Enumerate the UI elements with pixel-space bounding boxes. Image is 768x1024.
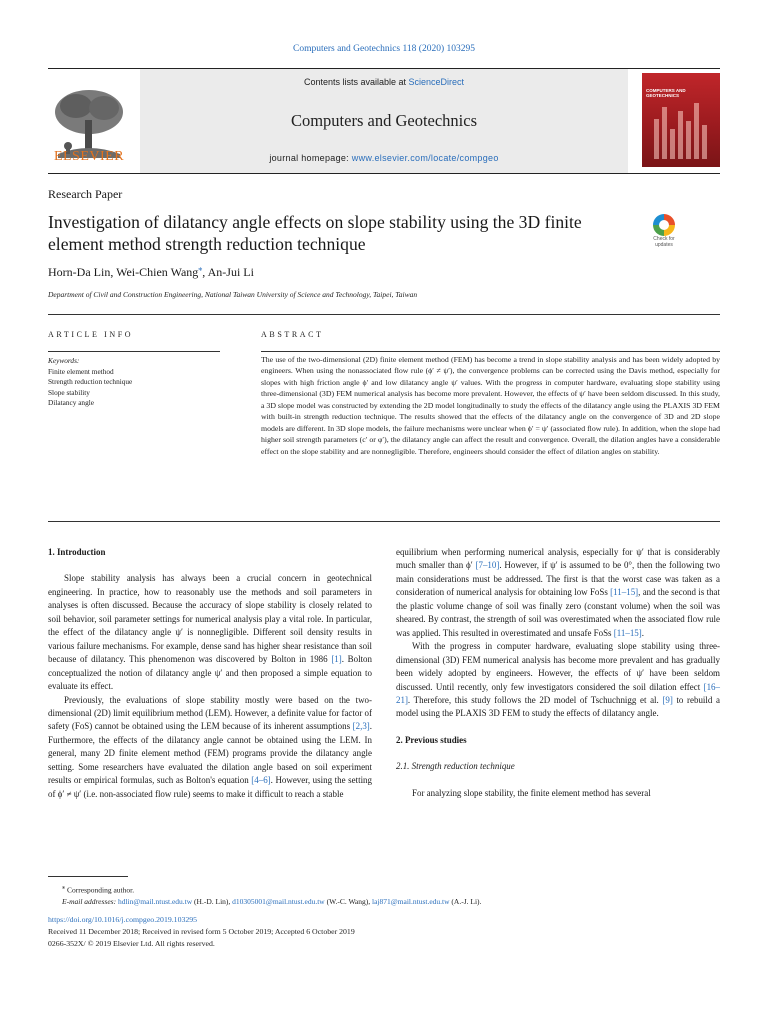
- paragraph: Previously, the evaluations of slope stability mostly were based on the two-dimensional (2D) limit equilibrium method (LEM). However, a definite value for factor of safety (FoS) cannot be obtained using the LEM because of its inherent assumptions [2,3]. Furthermore, the effects of the dilatancy angle cannot be obtained using the LEM. In general, many 2D finite element method (FEM) programs provide the dilatancy angle setting. Some researchers have evaluated the dilation angle based on soil experiment results or empirical formulas, such as Bolton's equation [4–6]. However, using the setting of ϕ′ ≠ ψ′ (i.e. non-associated flow rule) seems to make it difficult to reach a stable: [48, 694, 372, 799]
- homepage-link[interactable]: www.elsevier.com/locate/compgeo: [351, 153, 499, 163]
- paragraph: Slope stability analysis has always been a crucial concern in geotechnical engineering. In practice, how to reasonably use the methods and soil parameters in analyses is often discussed. Because the accuracy of slope stability is closely related to soil behavior, soil parameter settings for numerical analysis play a vital role. In particular, the effect of the dilatancy angle ψ′ is nonnegligible. Different soil density results in various failure mechanisms. For example, dense sand has higher shear resistance than soil because of dilatancy. This phenomenon was discovered by Bolton in 1986 [1]. Bolton conceptualized the notion of dilatancy angle ψ′ and then proposed a simple equation to evaluate its effect.: [48, 573, 372, 692]
- keyword: Slope stability: [48, 387, 90, 397]
- email-link[interactable]: d10305001@mail.ntust.edu.tw: [232, 897, 325, 906]
- abstract-heading: ABSTRACT: [261, 330, 324, 339]
- keyword: Finite element method: [48, 366, 114, 376]
- citation-link[interactable]: [16–21]: [396, 681, 720, 705]
- citation-link[interactable]: [2,3]: [352, 721, 370, 732]
- masthead: [48, 68, 720, 174]
- author-2[interactable]: Wei-Chien Wang: [116, 265, 199, 279]
- email-link[interactable]: hdlin@mail.ntust.edu.tw: [117, 897, 193, 906]
- journal-reference-link[interactable]: Computers and Geotechnics 118 (2020) 103295: [293, 44, 475, 54]
- section-heading-previous-studies: 2. Previous studies: [396, 734, 467, 745]
- journal-cover-image[interactable]: [642, 73, 720, 167]
- affiliation: Department of Civil and Construction Engineering, National Taiwan University of Science and Technology, Taipei, Taiwan: [48, 290, 418, 299]
- paragraph: With the progress in computer hardware, evaluating slope stability using three-dimensional (3D) FEM numerical analysis has become more prevalent and has gradually been widely adopted by engineers. However, the effects of ψ′ have been seldom discussed. Until recently, only few investigators considered the soil dilation effect [16–21]. Therefore, this study follows the 2D model of Tschuchnigg et al. [9] to rebuild a model using the PLAXIS 3D FEM to study the effects of dilatancy angle.: [396, 641, 720, 719]
- received-dates: Received 11 December 2018; Received in revised form 5 October 2019; Accepted 6 October 2019: [48, 927, 355, 936]
- email-link[interactable]: laj871@mail.ntust.edu.tw: [372, 897, 450, 906]
- copyright: 0266-352X/ © 2019 Elsevier Ltd. All rights reserved.: [48, 939, 215, 948]
- citation-link[interactable]: [9]: [662, 694, 673, 705]
- citation-link[interactable]: [11–15]: [610, 587, 639, 598]
- citation-link[interactable]: [11–15]: [613, 627, 642, 638]
- body-column-left: [48, 546, 372, 801]
- section-heading-introduction: 1. Introduction: [48, 547, 106, 557]
- article-info-heading: ARTICLE INFO: [48, 330, 134, 339]
- keyword: Dilatancy angle: [48, 398, 94, 408]
- article-title: Investigation of dilatancy angle effects on slope stability using the 3D finite element method strength reduction technique: [48, 212, 582, 254]
- author-1[interactable]: Horn-Da Lin,: [48, 265, 117, 279]
- author-3[interactable]: , An-Jui Li: [202, 265, 254, 279]
- keywords-label: Keywords:: [48, 356, 80, 365]
- paragraph: equilibrium when performing numerical analysis, especially for ψ′ that is considerably much smaller than ϕ′ [7–10]. However, if ψ′ is assumed to be 0°, then the following two main considerations must be addressed. The first is that the worst case was taken as a consideration of numerical analysis for obtaining low FoSs [11–15], and the second is that the plastic volume change of soil was finally zero (constant volume) when the soil was sheared. By contrast, the strength of soil was overestimated when the associated flow rule was applied. This resulted in overestimated and unsafe FoSs [11–15].: [396, 547, 720, 638]
- publisher-name: ELSEVIER: [53, 149, 125, 164]
- corresponding-author-mark[interactable]: ⁎: [198, 264, 203, 273]
- crossmark-button[interactable]: [648, 214, 680, 258]
- author-list: [48, 264, 254, 280]
- contents-line: Contents lists available at ScienceDirect: [303, 77, 465, 87]
- abstract-text: The use of the two-dimensional (2D) finite element method (FEM) has become a trend in slope stability analysis and has been widely adopted by engineers. When using the nonassociated flow rule (ϕ′ ≠ ψ′), the convergence problems can be corrected using the Davis method, especially for slopes with high friction angle ϕ′ and low dilatancy angle ψ′ values. With the progress in computer hardware, evaluating slope stability using three-dimensional (3D) FEM numerical analysis has become more prevalent. However, the effects of ψ′ have been seldom discussed. In this study, a 3D slope model was constructed by extending the 2D model longitudinally to study the effects of the dilatancy angle using the PLAXIS 3D FEM with built-in strength reduction technique. The results showed that the effects of the dilatancy angle on the convergence of 3D and 2D slope models are different. In 3D slope models, the failure mechanisms were unclear when ϕ′ = ψ′ (associated flow rule). In addition, when the slope had higher soil strength parameters (c′ or φ′), the dilatancy angle can affect the result and convergence. Overall, the dilation angles have a considerable effect on the slope stability and are nonnegligible. Therefore, engineers should consider the effect of dilation angles on stability.: [261, 355, 720, 456]
- body-column-right: [396, 546, 720, 800]
- sciencedirect-link[interactable]: ScienceDirect: [408, 77, 465, 87]
- homepage-line: journal homepage: www.elsevier.com/locate/compgeo: [269, 153, 499, 163]
- citation-link[interactable]: [4–6]: [251, 775, 271, 786]
- cover-title: COMPUTERS AND GEOTECHNICS: [646, 88, 686, 98]
- crossmark-icon: [653, 214, 675, 236]
- publication-info: [48, 914, 720, 950]
- footnote: ⁎ Corresponding author. E-mail addresses: hdlin@mail.ntust.edu.tw (H.-D. Lin), d10305001@mail.ntust.edu.tw (W.-C. Wang), laj871@mail.ntust.edu.tw (A.-J. Li).: [62, 884, 482, 906]
- masthead-center: [140, 69, 628, 173]
- citation-link[interactable]: [1]: [331, 654, 342, 665]
- citation-link[interactable]: [7–10]: [475, 560, 500, 571]
- journal-name: Computers and Geotechnics: [290, 111, 478, 130]
- keywords-block: [48, 356, 228, 409]
- crossmark-label: Check for updates: [653, 236, 675, 248]
- article-type: Research Paper: [48, 187, 123, 201]
- doi-link[interactable]: https://doi.org/10.1016/j.compgeo.2019.103295: [48, 915, 198, 924]
- subsection-heading: 2.1. Strength reduction technique: [396, 761, 515, 772]
- paragraph: For analyzing slope stability, the finite element method has several: [412, 787, 651, 798]
- keyword: Strength reduction technique: [48, 377, 133, 387]
